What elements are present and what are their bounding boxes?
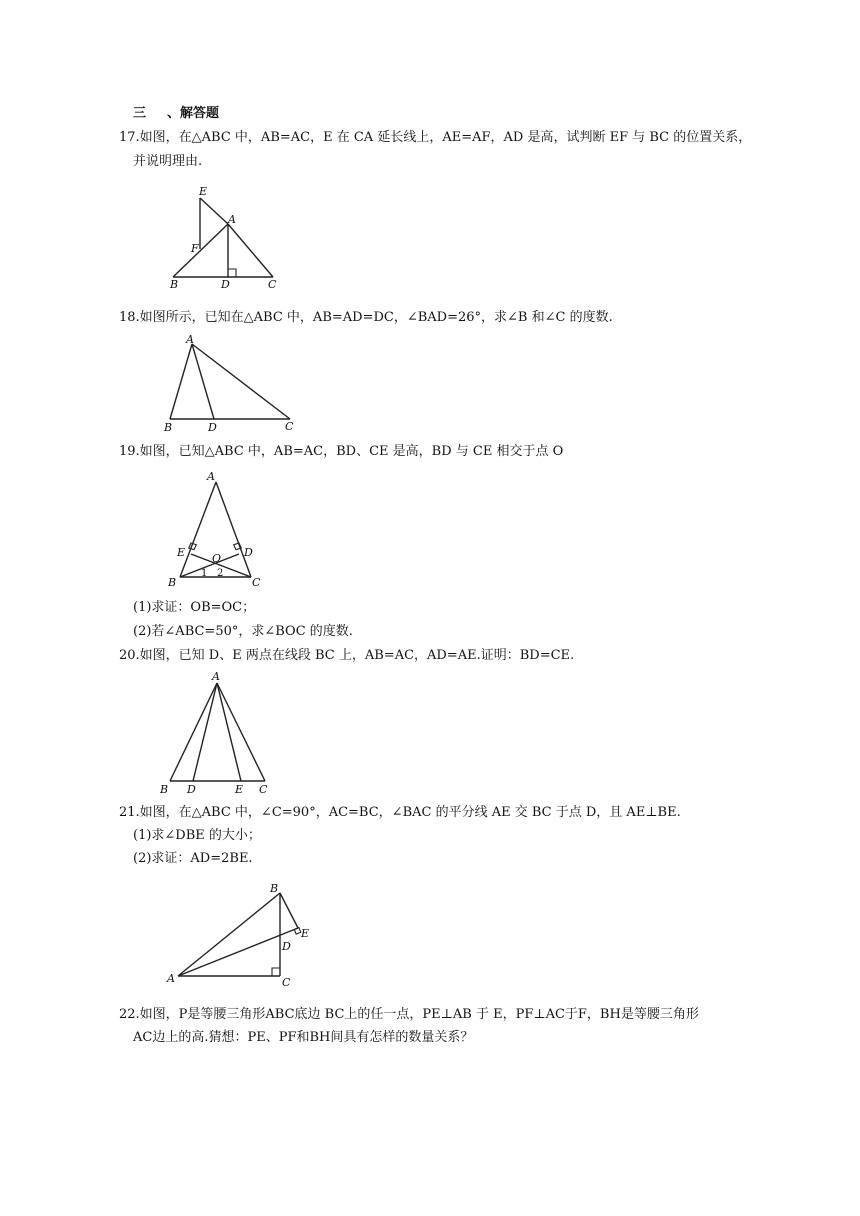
label-o: O <box>212 552 222 565</box>
segment-ab <box>178 893 280 976</box>
segment-ad <box>193 683 217 781</box>
label-angle-2: 2 <box>217 568 224 579</box>
segment-ab <box>170 344 192 419</box>
label-a: A <box>186 333 194 346</box>
right-angle-mark-d <box>234 543 242 550</box>
problem-22-text: 22.如图，P是等腰三角形ABC底边 BC上的任一点，PE⊥AB 于 E，PF⊥AC于F，BH是等腰三角形 <box>119 1007 699 1022</box>
problem-18-text: 18.如图所示，已知在△ABC 中，AB=AD=DC，∠BAD=26°，求∠B 和∠C 的度数. <box>119 310 613 325</box>
segment-ac <box>192 344 290 419</box>
right-angle-mark-e <box>189 543 197 550</box>
problem-17-text-cont: 并说明理由. <box>133 154 203 169</box>
label-d: D <box>282 940 291 953</box>
label-b: B <box>168 576 177 589</box>
section-title: 、解答题 <box>167 106 220 121</box>
problem-17-figure <box>160 180 290 292</box>
label-b: B <box>164 421 173 434</box>
label-a: A <box>207 470 215 483</box>
right-angle-mark-e <box>294 928 301 935</box>
problem-19-figure <box>160 468 270 590</box>
segment-ab <box>170 683 217 781</box>
label-c: C <box>285 420 294 433</box>
label-c: C <box>268 278 277 291</box>
label-e: E <box>199 185 208 198</box>
label-d: D <box>221 278 230 291</box>
problem-21-text: 21.如图，在△ABC 中，∠C=90°，AC=BC，∠BAC 的平分线 AE 交 BC 于点 D，且 AE⊥BE. <box>119 805 681 820</box>
label-c: C <box>282 976 291 989</box>
section-number: 三 <box>133 106 147 121</box>
problem-19-text: 19.如图，已知△ABC 中，AB=AC，BD、CE 是高，BD 与 CE 相交于点 O <box>119 444 564 459</box>
problem-21-question-1: (1)求∠DBE 的大小； <box>133 828 261 843</box>
label-d: D <box>187 783 196 796</box>
label-e: E <box>235 783 244 796</box>
label-d: D <box>208 421 217 434</box>
label-e: E <box>177 546 186 559</box>
problem-21-figure <box>160 876 320 992</box>
right-angle-mark-c <box>272 968 280 976</box>
label-a: A <box>228 213 236 226</box>
label-c: C <box>259 783 268 796</box>
problem-18-figure <box>160 332 310 434</box>
label-a: A <box>167 972 175 985</box>
segment-ae <box>217 683 241 781</box>
label-b: B <box>170 278 179 291</box>
segment-ad <box>192 344 214 419</box>
segment-bd <box>180 554 239 577</box>
segment-ac <box>217 683 265 781</box>
segment-be <box>280 893 298 928</box>
problem-22-text-cont: AC边上的高.猜想：PE、PF和BH间具有怎样的数量关系？ <box>133 1030 474 1045</box>
right-angle-mark <box>228 269 236 277</box>
label-angle-1: 1 <box>201 568 208 579</box>
problem-20-text: 20.如图，已知 D、E 两点在线段 BC 上，AB=AC，AD=AE.证明：BD=CE. <box>119 648 575 663</box>
label-a: A <box>212 670 220 683</box>
problem-20-figure <box>155 668 280 798</box>
label-e: E <box>301 927 310 940</box>
problem-19-question-2: (2)若∠ABC=50°，求∠BOC 的度数. <box>133 624 353 639</box>
segment-ab <box>180 482 216 577</box>
segment-ea <box>200 198 228 224</box>
problem-17-text: 17.如图，在△ABC 中，AB=AC，E 在 CA 延长线上，AE=AF，AD 是高，试判断 EF 与 BC 的位置关系， <box>119 130 752 145</box>
segment-ac <box>216 482 251 577</box>
problem-21-question-2: (2)求证：AD=2BE. <box>133 851 253 866</box>
label-c: C <box>252 576 261 589</box>
label-d: D <box>244 546 253 559</box>
label-b: B <box>160 783 169 796</box>
label-f: F <box>191 242 199 255</box>
problem-19-question-1: (1)求证：OB=OC； <box>133 600 256 615</box>
label-b: B <box>270 882 279 895</box>
